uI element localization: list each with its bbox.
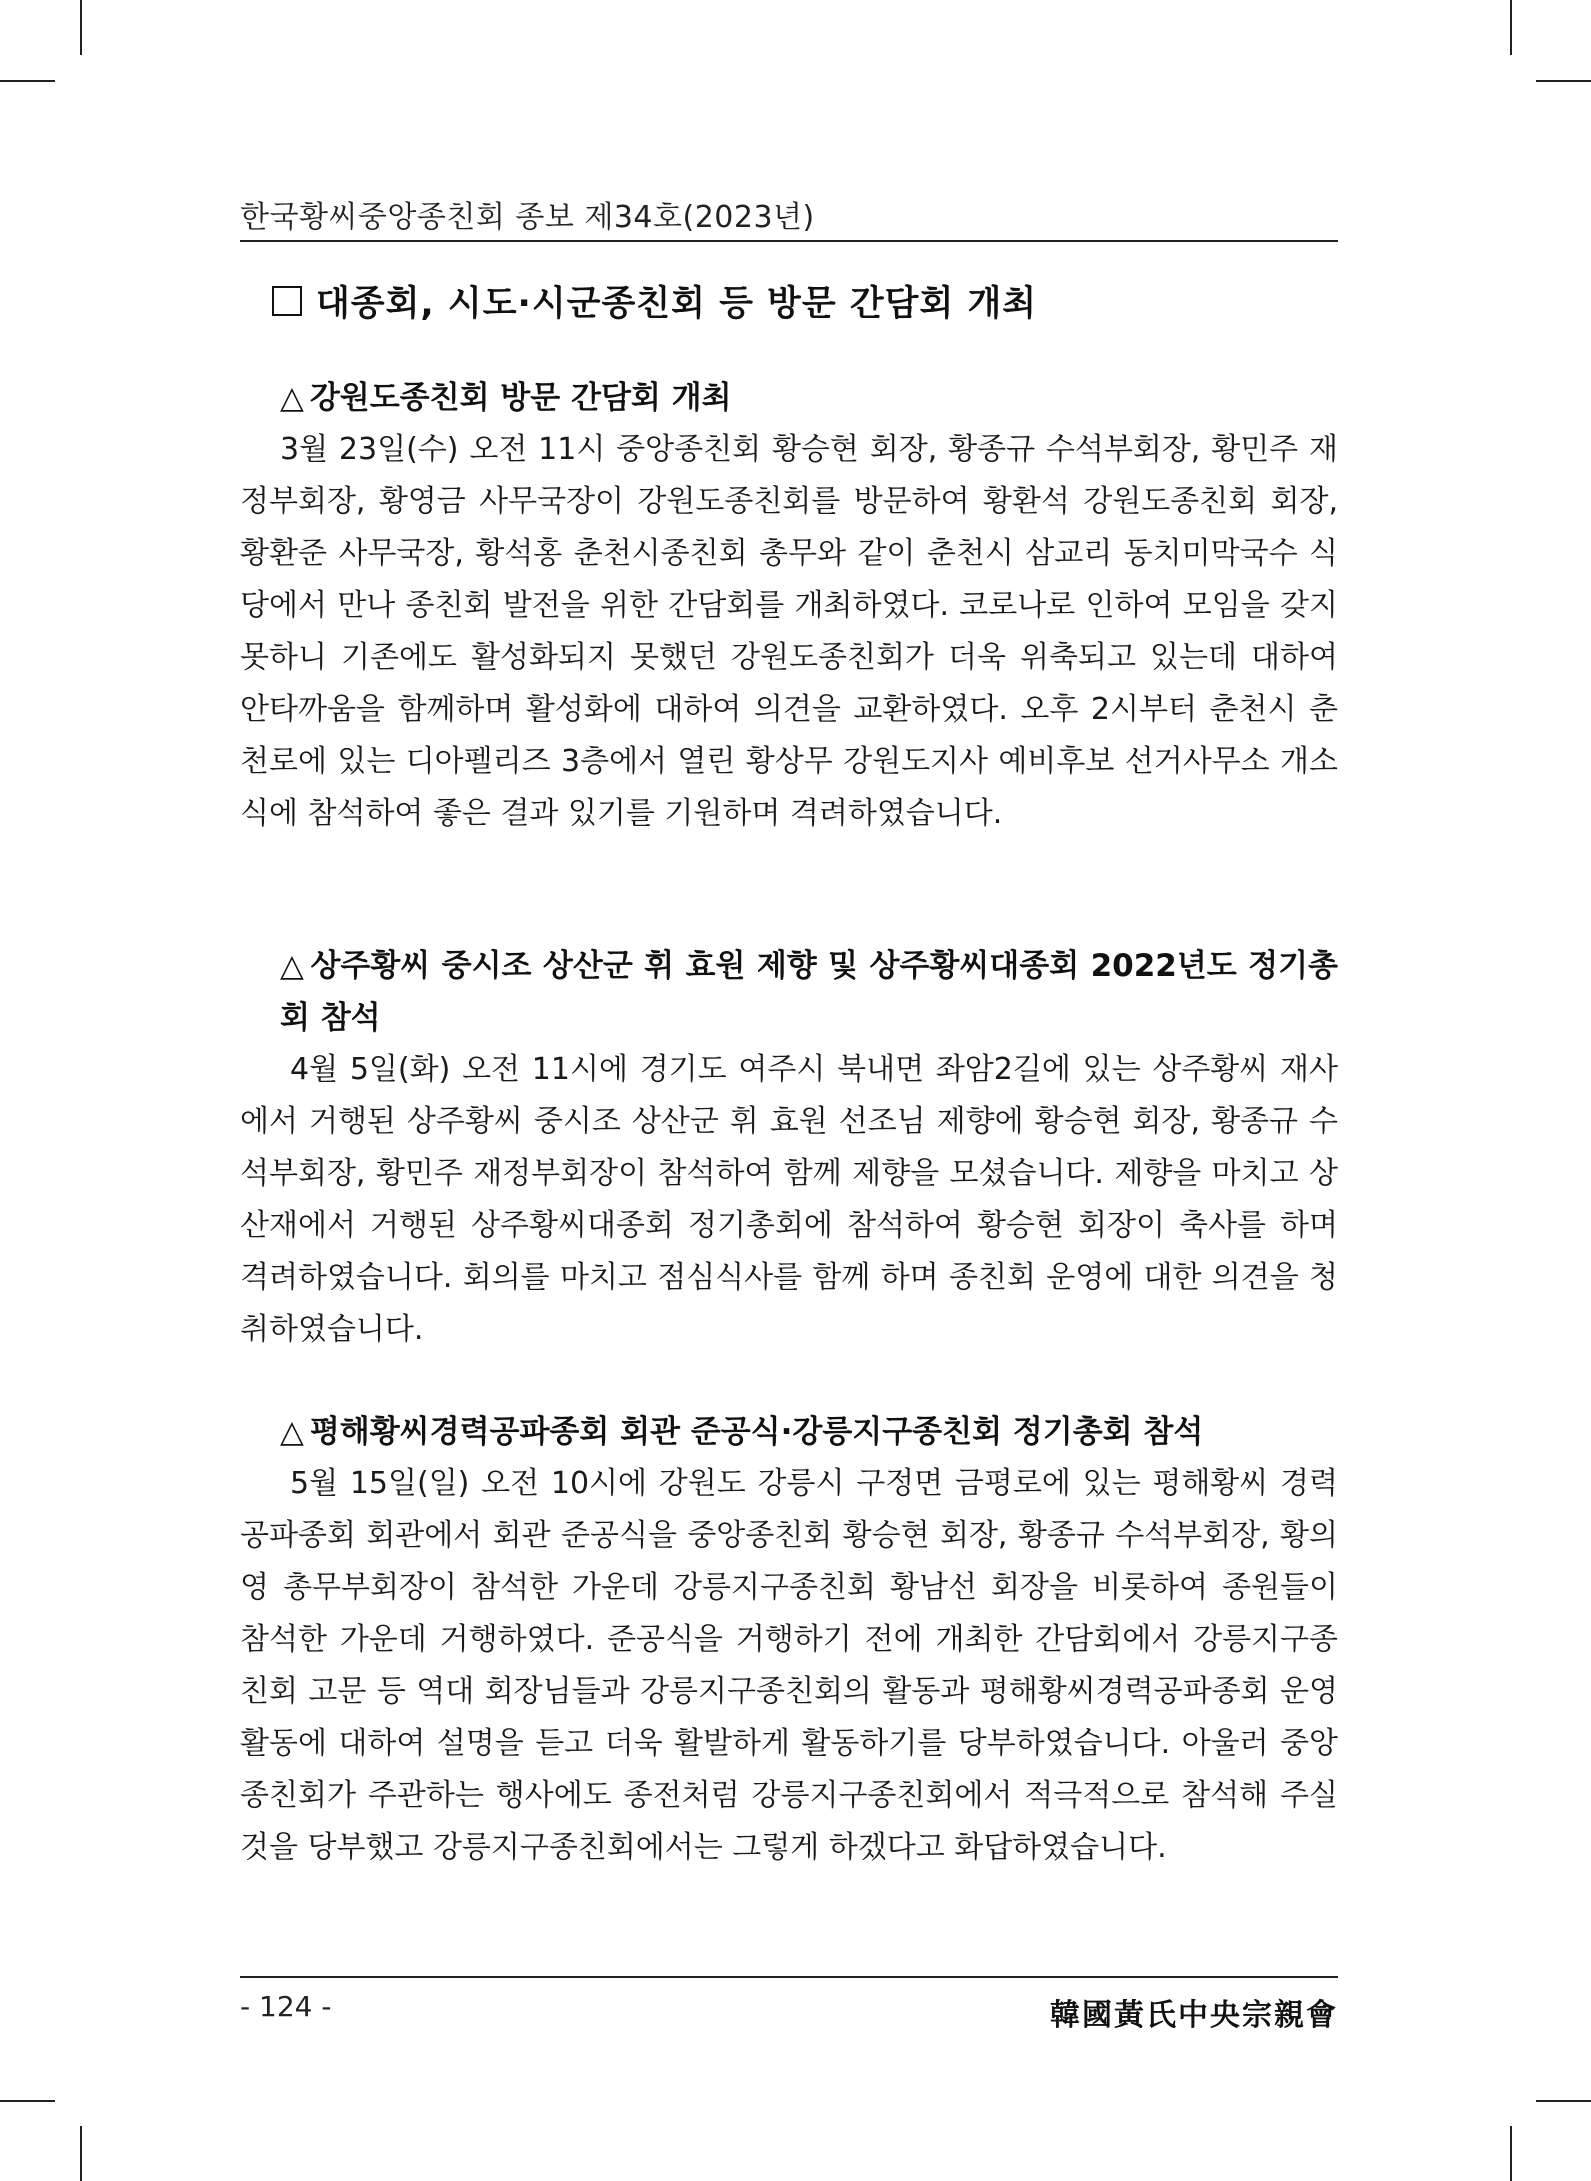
crop-mark (0, 2100, 55, 2102)
article-heading-text: 강원도종친회 방문 간담회 개최 (309, 380, 732, 416)
section-title-text: 대종회, 시도·시군종친회 등 방문 간담회 개최 (316, 284, 1038, 324)
publisher-name: 韓國黃氏中央宗親會 (1050, 1998, 1338, 2033)
crop-mark (1510, 2126, 1512, 2181)
article-heading-text: 평해황씨경력공파종회 회관 준공식·강릉지구종친회 정기총회 참석 (309, 1414, 1204, 1450)
crop-mark (80, 0, 82, 55)
triangle-icon: △ (280, 948, 305, 984)
section-title (272, 276, 1037, 326)
crop-mark (1536, 2100, 1591, 2102)
article-heading-text: 상주황씨 중시조 상산군 휘 효원 제향 및 상주황씨대종회 2022년도 정기총회 참석 (280, 948, 1338, 1036)
article-heading (240, 940, 1338, 1044)
triangle-icon: △ (280, 380, 304, 416)
article-body: 3월 23일(수) 오전 11시 중앙종친회 황승현 회장, 황종규 수석부회장, 황민주 재정부회장, 황영금 사무국장이 강원도종친회를 방문하여 황환석 강원도종친회 회장, 황환준 사무국장, 황석홍 춘천시종친회 총무와 같이 춘천시 삼교리 동치미막국수 식당에서 만나 종친회 발전을 위한 간담회를 개최하였다. 코로나로 인하여 모임을 갖지 못하니 기존에도 활성화되지 못했던 강원도종친회가 더욱 위축되고 있는데 대하여 안타까움을 함께하며 활성화에 대하여 의견을 교환하였다. 오후 2시부터 춘천시 춘천로에 있는 디아펠리즈 3층에서 열린 황상무 강원도지사 예비후보 선거사무소 개소식에 참석하여 좋은 결과 있기를 기원하며 격려하였습니다. (240, 432, 1338, 831)
crop-mark (1510, 0, 1512, 55)
footer-divider (240, 1976, 1338, 1978)
article-1 (240, 372, 1338, 840)
article-body: 5월 15일(일) 오전 10시에 강원도 강릉시 구정면 금평로에 있는 평해황씨 경력공파종회 회관에서 회관 준공식을 중앙종친회 황승현 회장, 황종규 수석부회장, 황의영 총무부회장이 참석한 가운데 강릉지구종친회 황남선 회장을 비롯하여 종원들이 참석한 가운데 거행하였다. 준공식을 거행하기 전에 개최한 간담회에서 강릉지구종친회 고문 등 역대 회장님들과 강릉지구종친회의 활동과 평해황씨경력공파종회 운영 활동에 대하여 설명을 듣고 더욱 활발하게 활동하기를 당부하였습니다. 아울러 중앙종친회가 주관하는 행사에도 종전처럼 강릉지구종친회에서 적극적으로 참석해 주실 것을 당부했고 강릉지구종친회에서는 그렇게 하겠다고 화답하였습니다. (240, 1466, 1338, 1865)
crop-mark (0, 80, 55, 82)
page-number: - 124 - (240, 1990, 332, 2023)
article-heading (240, 1406, 1338, 1458)
crop-mark (80, 2126, 82, 2181)
header-divider (240, 240, 1338, 242)
article-heading (240, 372, 1338, 424)
article-3 (240, 1406, 1338, 1874)
running-header: 한국황씨중앙종친회 종보 제34호(2023년) (240, 200, 815, 235)
article-body: 4월 5일(화) 오전 11시에 경기도 여주시 북내면 좌암2길에 있는 상주황씨 재사에서 거행된 상주황씨 중시조 상산군 휘 효원 선조님 제향에 황승현 회장, 황종규 수석부회장, 황민주 재정부회장이 참석하여 함께 제향을 모셨습니다. 제향을 마치고 상산재에서 거행된 상주황씨대종회 정기총회에 참석하여 황승현 회장이 축사를 하며 격려하였습니다. 회의를 마치고 점심식사를 함께 하며 종친회 운영에 대한 의견을 청취하였습니다. (240, 1052, 1338, 1347)
crop-mark (1536, 80, 1591, 82)
triangle-icon: △ (280, 1414, 304, 1450)
checkbox-square-icon (272, 286, 302, 316)
article-2 (240, 940, 1338, 1356)
